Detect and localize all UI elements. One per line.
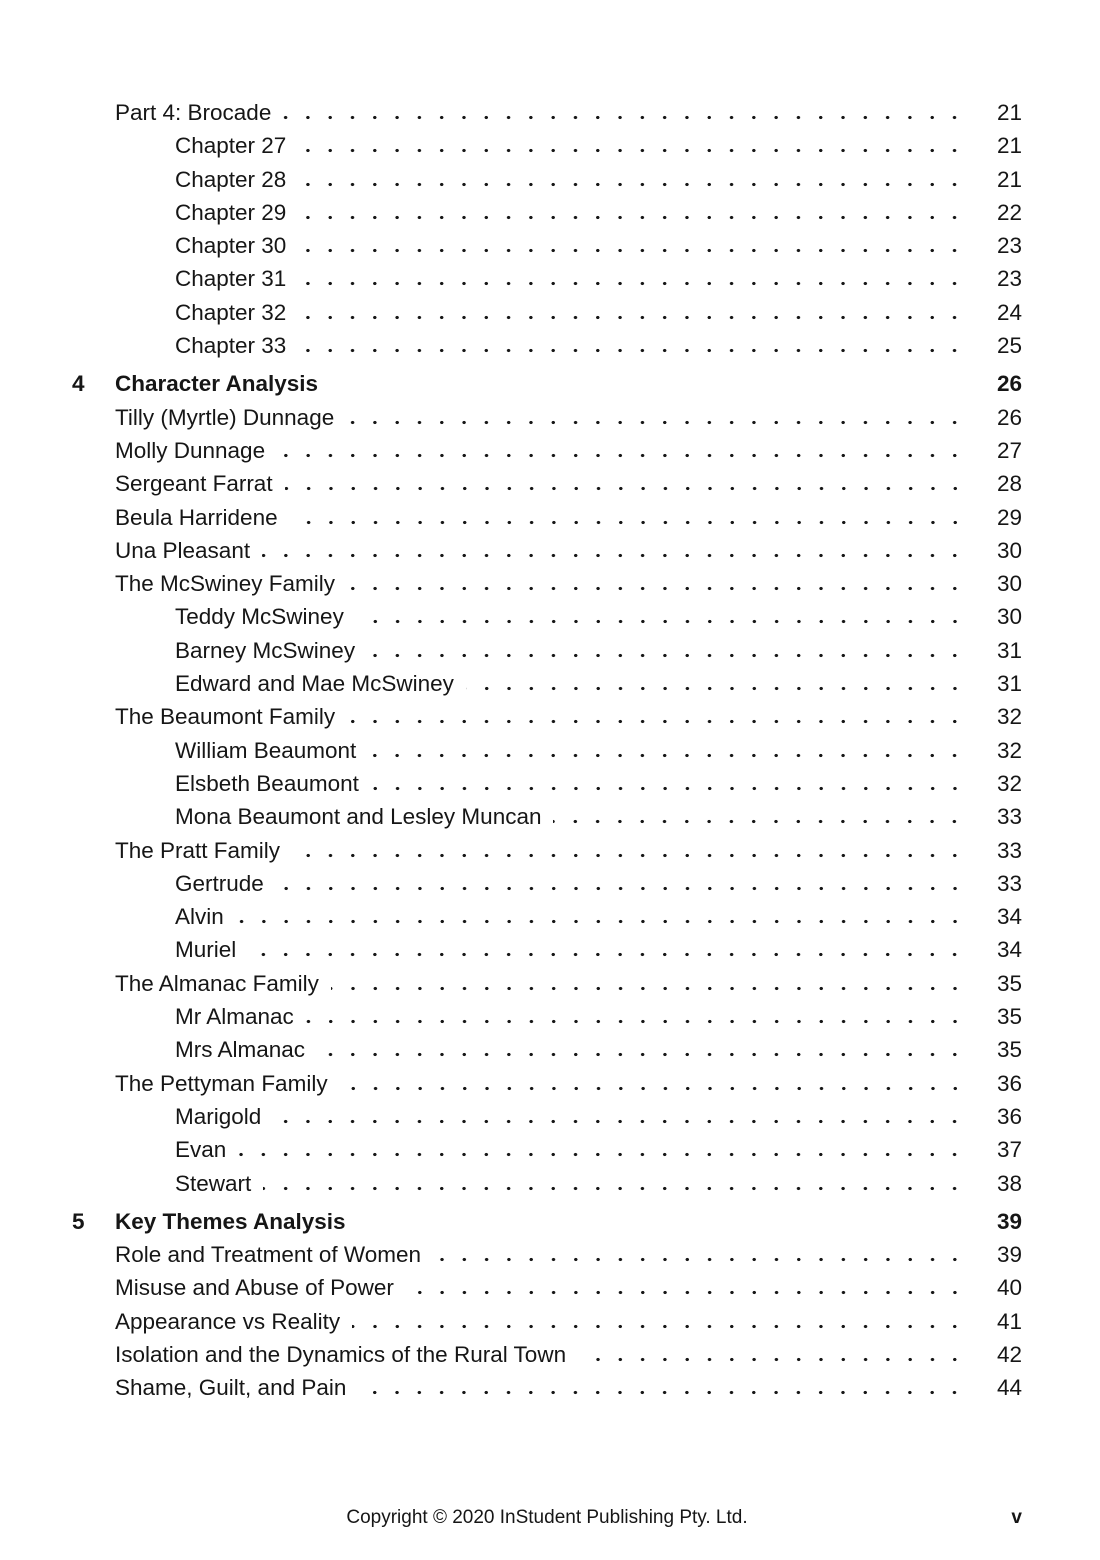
dot-leader <box>298 215 966 220</box>
dot-leader <box>273 1119 966 1124</box>
toc-entry-page: 36 <box>996 1070 1022 1096</box>
toc-entry-page: 30 <box>996 604 1022 630</box>
toc-entry-row <box>72 700 1022 733</box>
dot-leader <box>356 619 966 624</box>
dot-leader <box>283 115 966 120</box>
toc-entry-label: Barney McSwiney <box>175 637 356 663</box>
folio-page-number: v <box>1011 1507 1022 1528</box>
toc-entry-page: 31 <box>996 671 1022 697</box>
toc-entry-row <box>72 229 1022 262</box>
toc-entry-row <box>72 96 1022 129</box>
dot-leader <box>277 453 966 458</box>
dot-leader <box>298 281 966 286</box>
toc-entry-page: 32 <box>996 704 1022 730</box>
toc-entry-row <box>72 1033 1022 1066</box>
toc-entry-row <box>72 767 1022 800</box>
dot-leader <box>578 1357 966 1362</box>
toc-entry-row <box>72 600 1022 633</box>
dot-leader <box>553 819 966 824</box>
dot-leader <box>292 853 966 858</box>
toc-entry-page: 33 <box>996 804 1022 830</box>
toc-entry-label: Chapter 27 <box>175 133 287 159</box>
toc-entry-row <box>72 163 1022 196</box>
toc-entry-row <box>72 534 1022 567</box>
toc-entry-row <box>72 1271 1022 1304</box>
toc-entry-page: 23 <box>996 233 1022 259</box>
toc-entry-label: Gertrude <box>175 870 264 896</box>
toc-entry-row <box>72 129 1022 162</box>
toc-entry-label: Mr Almanac <box>175 1004 294 1030</box>
dot-leader <box>276 886 966 891</box>
toc-entry-label: Chapter 28 <box>175 166 287 192</box>
toc-entry-label: Elsbeth Beaumont <box>175 770 359 796</box>
toc-entry-page: 29 <box>996 504 1022 530</box>
dot-leader <box>298 182 966 187</box>
toc-entry-row <box>72 900 1022 933</box>
toc-entry-label: Marigold <box>175 1103 262 1129</box>
dot-leader <box>317 1052 966 1057</box>
toc-entry-row <box>72 401 1022 434</box>
toc-entry-row <box>72 434 1022 467</box>
toc-entry-row <box>72 1238 1022 1271</box>
toc-entry-row <box>72 567 1022 600</box>
dot-leader <box>298 348 966 353</box>
dot-leader <box>406 1290 966 1295</box>
toc-entry-page: 30 <box>996 537 1022 563</box>
toc-entry-row <box>72 1133 1022 1166</box>
dot-leader <box>290 520 966 525</box>
toc-entry-label: Chapter 30 <box>175 233 287 259</box>
copyright-text: Copyright © 2020 InStudent Publishing Pty. Ltd. <box>346 1507 748 1528</box>
toc-entry-row <box>72 262 1022 295</box>
toc-entry-page: 22 <box>996 199 1022 225</box>
toc-entry-page: 21 <box>996 133 1022 159</box>
toc-entry-label: Role and Treatment of Women <box>115 1242 421 1268</box>
toc-entry-page: 26 <box>996 371 1022 397</box>
toc-entry-row <box>72 196 1022 229</box>
toc-entry-page: 28 <box>996 471 1022 497</box>
toc-entry-row <box>72 1067 1022 1100</box>
toc-entry-page: 33 <box>996 837 1022 863</box>
toc-entry-label: Muriel <box>175 937 237 963</box>
toc-entry-page: 42 <box>996 1341 1022 1367</box>
toc-entry-row <box>72 967 1022 1000</box>
toc-entry-row <box>72 1305 1022 1338</box>
toc-entry-page: 26 <box>996 404 1022 430</box>
dot-leader <box>358 1224 966 1229</box>
toc-entry-row <box>72 800 1022 833</box>
toc-entry-page: 36 <box>996 1103 1022 1129</box>
toc-entry-row <box>72 1000 1022 1033</box>
dot-leader <box>367 653 966 658</box>
toc-entry-row <box>72 1338 1022 1371</box>
toc-entry-label: Alvin <box>175 904 224 930</box>
toc-entry-row <box>72 1100 1022 1133</box>
toc-entry-label: Shame, Guilt, and Pain <box>115 1375 347 1401</box>
toc-entry-row <box>72 933 1022 966</box>
toc-entry-label: Teddy McSwiney <box>175 604 344 630</box>
toc-entry-row <box>72 467 1022 500</box>
toc-entry-label: Chapter 32 <box>175 299 287 325</box>
toc-entry-label: Evan <box>175 1137 227 1163</box>
toc-entry-page: 35 <box>996 1037 1022 1063</box>
toc-entry-label: The Beaumont Family <box>115 704 336 730</box>
toc-entry-label: Edward and Mae McSwiney <box>175 671 454 697</box>
toc-section-row <box>72 367 1022 400</box>
toc-entry-label: Beula Harridene <box>115 504 278 530</box>
section-number: 5 <box>72 1208 85 1234</box>
toc-entry-page: 37 <box>996 1137 1022 1163</box>
dot-leader <box>298 248 966 253</box>
dot-leader <box>358 1390 966 1395</box>
dot-leader <box>466 686 966 691</box>
toc-entry-page: 21 <box>996 166 1022 192</box>
toc-entry-label: The Pettyman Family <box>115 1070 328 1096</box>
dot-leader <box>371 786 966 791</box>
section-title: Character Analysis <box>115 371 319 397</box>
toc-entry-label: The Pratt Family <box>115 837 281 863</box>
dot-leader <box>298 315 966 320</box>
dot-leader <box>433 1257 966 1262</box>
toc-entry-label: Stewart <box>175 1170 252 1196</box>
toc-entry-page: 23 <box>996 266 1022 292</box>
toc-entry-label: Mrs Almanac <box>175 1037 306 1063</box>
toc-entry-row <box>72 667 1022 700</box>
toc-entry-page: 34 <box>996 937 1022 963</box>
toc-entry-row <box>72 634 1022 667</box>
toc-entry-page: 30 <box>996 571 1022 597</box>
toc-entry-page: 39 <box>996 1242 1022 1268</box>
toc-entry-page: 35 <box>996 970 1022 996</box>
toc-entry-page: 40 <box>996 1275 1022 1301</box>
dot-leader <box>298 148 966 153</box>
toc-entry-row <box>72 296 1022 329</box>
toc-entry-page: 21 <box>996 100 1022 125</box>
dot-leader <box>352 1324 966 1329</box>
table-of-contents <box>72 96 1022 1405</box>
dot-leader <box>248 952 966 957</box>
toc-entry-page: 27 <box>996 437 1022 463</box>
toc-entry-page: 41 <box>996 1308 1022 1334</box>
toc-entry-label: Part 4: Brocade <box>115 100 272 125</box>
dot-leader <box>330 386 966 391</box>
toc-entry-row <box>72 834 1022 867</box>
dot-leader <box>262 553 966 558</box>
section-title: Key Themes Analysis <box>115 1208 346 1234</box>
toc-entry-page: 24 <box>996 299 1022 325</box>
toc-entry-label: Chapter 33 <box>175 333 287 359</box>
dot-leader <box>346 420 966 425</box>
dot-leader <box>263 1186 966 1191</box>
toc-entry-label: Misuse and Abuse of Power <box>115 1275 394 1301</box>
dot-leader <box>238 1152 966 1157</box>
toc-entry-label: Sergeant Farrat <box>115 471 273 497</box>
toc-entry-page: 31 <box>996 637 1022 663</box>
toc-entry-label: Mona Beaumont and Lesley Muncan <box>175 804 542 830</box>
toc-entry-label: The Almanac Family <box>115 970 319 996</box>
toc-entry-label: Tilly (Myrtle) Dunnage <box>115 404 335 430</box>
toc-entry-label: Molly Dunnage <box>115 437 266 463</box>
dot-leader <box>368 753 966 758</box>
toc-entry-page: 25 <box>996 333 1022 359</box>
toc-entry-row <box>72 501 1022 534</box>
toc-entry-page: 44 <box>996 1375 1022 1401</box>
dot-leader <box>285 486 966 491</box>
dot-leader <box>340 1086 966 1091</box>
dot-leader <box>331 986 966 991</box>
toc-entry-page: 39 <box>996 1208 1022 1234</box>
toc-entry-label: The McSwiney Family <box>115 571 336 597</box>
dot-leader <box>347 586 966 591</box>
toc-entry-page: 32 <box>996 770 1022 796</box>
toc-entry-page: 35 <box>996 1004 1022 1030</box>
page-footer <box>72 1506 1022 1530</box>
toc-entry-label: William Beaumont <box>175 737 357 763</box>
toc-entry-label: Chapter 31 <box>175 266 287 292</box>
toc-entry-label: Appearance vs Reality <box>115 1308 341 1334</box>
toc-entry-row <box>72 734 1022 767</box>
dot-leader <box>236 919 966 924</box>
toc-entry-row <box>72 1167 1022 1200</box>
toc-entry-row <box>72 329 1022 362</box>
toc-entry-page: 38 <box>996 1170 1022 1196</box>
dot-leader <box>347 719 966 724</box>
toc-entry-page: 33 <box>996 870 1022 896</box>
dot-leader <box>306 1019 966 1024</box>
toc-entry-label: Chapter 29 <box>175 199 287 225</box>
toc-entry-row <box>72 867 1022 900</box>
toc-entry-row <box>72 1371 1022 1404</box>
toc-entry-page: 34 <box>996 904 1022 930</box>
toc-entry-page: 32 <box>996 737 1022 763</box>
section-number: 4 <box>72 371 85 397</box>
toc-entry-label: Isolation and the Dynamics of the Rural Town <box>115 1341 567 1367</box>
toc-section-row <box>72 1205 1022 1238</box>
toc-entry-label: Una Pleasant <box>115 537 251 563</box>
